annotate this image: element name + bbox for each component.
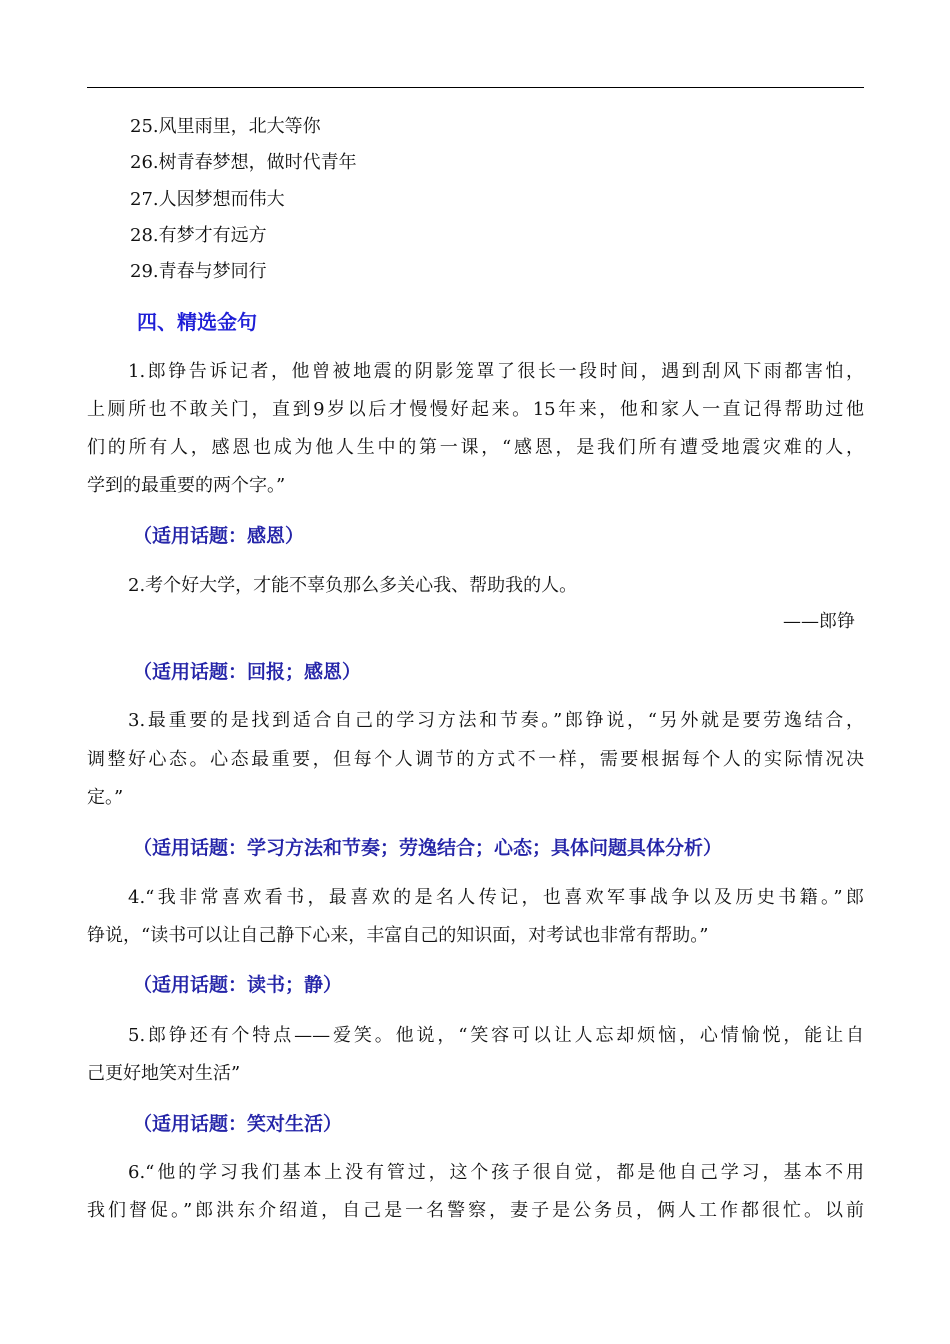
header-rule <box>87 87 864 88</box>
quote-line: 5.郎铮还有个特点——爱笑。他说，“笑容可以让人忘却烦恼，心情愉悦，能让自 <box>128 1025 864 1046</box>
topic-label: （适用话题：回报；感恩） <box>133 661 362 683</box>
quote-line: 6.“他的学习我们基本上没有管过，这个孩子很自觉，都是他自己学习，基本不用 <box>128 1162 864 1183</box>
quote-line: 们的所有人，感恩也成为他人生中的第一课，“感恩，是我们所有遭受地震灾难的人， <box>87 437 864 458</box>
list-item: 29.青春与梦同行 <box>130 261 267 282</box>
quote-line: 1.郎铮告诉记者，他曾被地震的阴影笼罩了很长一段时间，遇到刮风下雨都害怕， <box>128 361 864 382</box>
topic-label: （适用话题：感恩） <box>133 525 305 547</box>
quote-line: 4.“我非常喜欢看书，最喜欢的是名人传记，也喜欢军事战争以及历史书籍。”郎 <box>128 887 864 908</box>
list-item: 26.树青春梦想，做时代青年 <box>130 152 357 173</box>
quote-line: 定。” <box>87 787 124 808</box>
quote-line: 3.最重要的是找到适合自己的学习方法和节奏。”郎铮说，“另外就是要劳逸结合， <box>128 710 864 731</box>
list-item: 28.有梦才有远方 <box>130 225 267 246</box>
quote-line: 2.考个好大学，才能不辜负那么多关心我、帮助我的人。 <box>128 575 578 596</box>
quote-line: 调整好心态。心态最重要，但每个人调节的方式不一样，需要根据每个人的实际情况决 <box>87 749 864 770</box>
topic-label: （适用话题：读书；静） <box>133 974 343 996</box>
list-item: 27.人因梦想而伟大 <box>130 189 285 210</box>
section-heading: 四、精选金句 <box>137 310 257 334</box>
quote-line: 己更好地笑对生活” <box>87 1063 241 1084</box>
topic-label: （适用话题：学习方法和节奏；劳逸结合；心态；具体问题具体分析） <box>133 837 723 859</box>
quote-line: 铮说，“读书可以让自己静下心来，丰富自己的知识面，对考试也非常有帮助。” <box>87 925 709 946</box>
quote-line: 学到的最重要的两个字。” <box>87 475 286 496</box>
quote-attribution: ——郎铮 <box>783 611 855 632</box>
topic-label: （适用话题：笑对生活） <box>133 1113 343 1135</box>
quote-line: 我们督促。”郎洪东介绍道，自己是一名警察，妻子是公务员，俩人工作都很忙。以前 <box>87 1200 864 1221</box>
quote-line: 上厕所也不敢关门，直到9岁以后才慢慢好起来。15年来，他和家人一直记得帮助过他 <box>87 399 864 420</box>
list-item: 25.风里雨里，北大等你 <box>130 116 321 137</box>
